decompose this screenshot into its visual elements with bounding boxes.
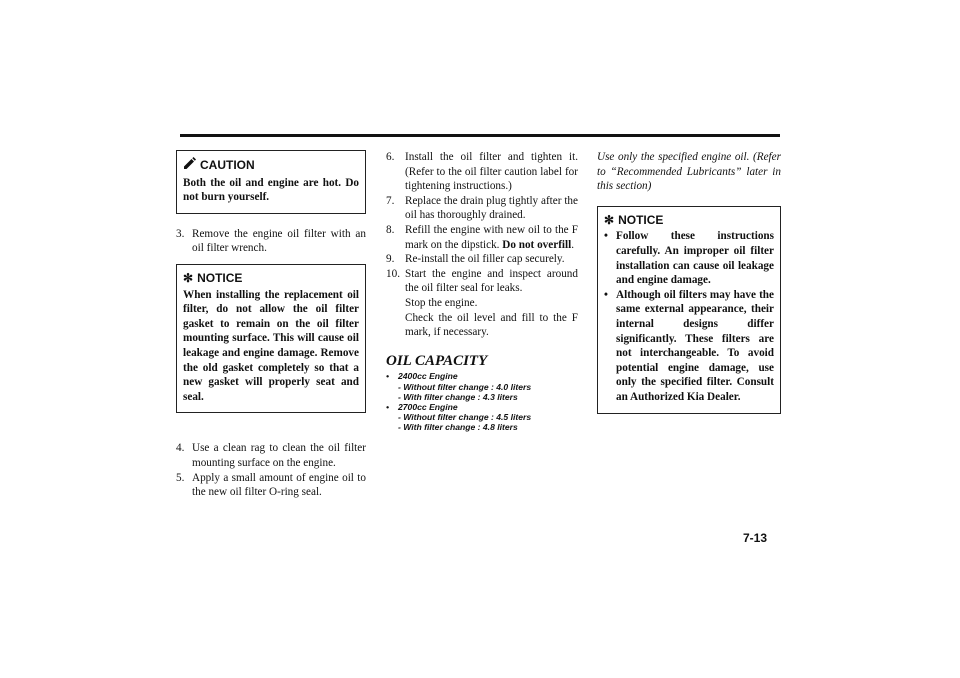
list-item: 8. Refill the engine with new oil to the F mark on the dipstick. Do not overfill. <box>386 223 578 251</box>
list-item: 5. Apply a small amount of engine oil to the new oil filter O-ring seal. <box>176 471 366 499</box>
asterisk-icon: ✻ <box>183 270 194 285</box>
column-left <box>176 150 366 500</box>
oil-capacity-heading: OIL CAPACITY <box>386 352 488 369</box>
oil-capacity-list: • 2400cc Engine - Without filter change : 4.0 liters - With filter change : 4.3 liters • 2700cc Engine - Without filter change : 4.5 liters - With filter change : 4.8 liters <box>386 371 578 432</box>
caution-text: Both the oil and engine are hot. Do not burn yourself. <box>183 176 359 204</box>
list-item: 4. Use a clean rag to clean the oil filter mounting surface on the engine. <box>176 442 366 469</box>
list-item: 10. Start the engine and inspect around the oil filter seal for leaks. Stop the engine. Check the oil level and fill to the F mark, if necessary. <box>386 267 578 339</box>
list-item: • Follow these instructions carefully. An improper oil filter installation can cause oil leakage and engine damage. <box>604 230 774 287</box>
notice-box-1 <box>176 264 366 413</box>
caution-title: CAUTION <box>183 157 359 174</box>
column-right <box>597 150 781 414</box>
bullet-icon: • <box>604 230 608 243</box>
pencil-icon <box>183 157 196 174</box>
bullet-icon: • <box>604 288 608 301</box>
steps-list-a <box>176 227 366 256</box>
list-item: 3. Remove the engine oil filter with an oil filter wrench. <box>176 227 366 255</box>
list-item: • 2400cc Engine <box>386 371 458 382</box>
steps-list-b <box>176 441 366 499</box>
caution-box <box>176 150 366 214</box>
list-item: 7. Replace the drain plug tightly after the oil has thoroughly drained. <box>386 194 578 222</box>
top-rule <box>180 134 780 137</box>
notice-text: When installing the replacement oil filter, do not allow the oil filter gasket to remain on the oil filter mounting surface. This will cause oil leakage and engine damage. Remove the old gasket completely so that a new gasket will properly seat and seal. <box>183 288 359 403</box>
column-middle <box>386 150 578 433</box>
oil-spec-note: Use only the specified engine oil. (Refer to “Recommended Lubricants” later in this section) <box>597 151 781 193</box>
notice-box-2 <box>597 206 781 414</box>
steps-list-c <box>386 150 578 340</box>
list-item: 9. Re-install the oil filler cap securely. <box>386 253 565 266</box>
list-item: 6. Install the oil filter and tighten it. (Refer to the oil filter caution label for tightening instructions.) <box>386 151 578 193</box>
list-item: • 2700cc Engine <box>386 401 458 412</box>
notice-title: ✻ NOTICE <box>183 270 243 285</box>
asterisk-icon: ✻ <box>604 212 615 227</box>
notice-title: ✻ NOTICE <box>604 212 664 227</box>
list-item: • Although oil filters may have the same external appearance, their internal designs differ significantly. These filters are not interchangeable. To avoid potential engine damage, use only the specified filter. Consult an Authorized Kia Dealer. <box>604 288 774 403</box>
page-number: 7-13 <box>743 531 768 545</box>
